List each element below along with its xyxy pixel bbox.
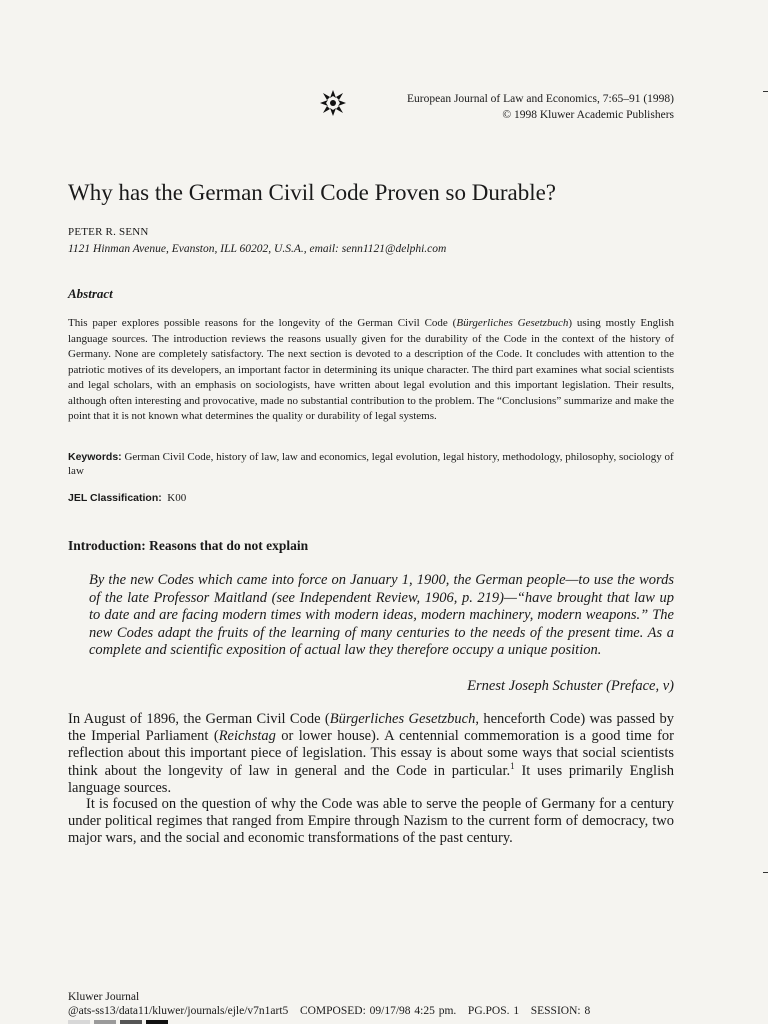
section-heading: Introduction: Reasons that do not explain: [68, 538, 309, 553]
footer-session: SESSION: 8: [530, 1005, 591, 1017]
footer-color-bar: [68, 1020, 178, 1024]
keywords-label: Keywords:: [68, 451, 122, 463]
copyright-line: © 1998 Kluwer Academic Publishers: [502, 109, 674, 121]
text-part: In August of 1896, the German Civil Code (: [68, 711, 330, 727]
text-part: , henceforth Code) was passed by the Imperial Parliament (: [68, 711, 675, 745]
journal-line: European Journal of Law and Economics, 7:65–91 (1998): [407, 93, 674, 105]
italic-term: Bürgerliches Gesetzbuch: [329, 711, 476, 727]
article-title: Why has the German Civil Code Proven so Durable?: [68, 180, 556, 205]
kluwer-publisher-logo-icon: [318, 88, 348, 118]
jel-classification: [68, 492, 186, 504]
abstract-text-part: This paper explores possible reasons for the longevity of the German Civil Code (: [68, 317, 457, 329]
abstract-text: [68, 316, 674, 425]
abstract-text-part: ) using mostly English language sources. The introduction reviews the reasons usually given for the durability of the Code in the context of the history of Germany. None are completely satisfactory. The next section is devoted to a description of the Code. It concludes with attention to the patriotic motives of its developers, an important factor in determining its unique character. The third part examines what social scientists and legal scholars, with an emphasis on sociologists, have written about legal evolution and this important legislation. Their results, although often interesting and provocative, made no substantial contribution to the problem. The “Conclusions” summarize and make the point that it is not known what determines the quality or durability of legal systems.: [68, 317, 675, 422]
footer-composed: COMPOSED: 09/17/98 4:25 pm.: [299, 1005, 457, 1017]
epigraph-quote: By the new Codes which came into force on January 1, 1900, the German people—to use the words of the late Professor Maitland (see Independent Review, 1906, p. 219)—“have brought that law up to date and are facing modern times with modern ideas, modern machinery, modern weapons.” The new Codes adapt the fruits of the learning of many centuries to the needs of the present time. As a complete and scientific exposition of actual law they therefore occupy a unique position.: [89, 572, 674, 658]
journal-citation: [356, 91, 674, 123]
abstract-heading: Abstract: [68, 286, 113, 301]
italic-term: Reichstag: [218, 728, 276, 745]
crop-mark: [763, 872, 768, 873]
body-paragraph: It is focused on the question of why the Code was able to serve the people of Germany for a century under political regimes that ranged from Empire through Nazism to the current form of democracy, two major wars, and the social and economic transformations of the past century.: [68, 796, 674, 847]
author-name: PETER R. SENN: [68, 226, 149, 238]
jel-value: K00: [167, 492, 187, 504]
footer-publisher: Kluwer Journal: [68, 991, 140, 1003]
jel-label: JEL Classification:: [68, 492, 162, 504]
footer-path: @ats-ss13/data11/kluwer/journals/ejle/v7n1art5: [68, 1005, 289, 1017]
text-part: It uses primarily English language sources.: [68, 762, 674, 796]
author-address: 1121 Hinman Avenue, Evanston, ILL 60202, U.S.A., email: senn1121@delphi.com: [68, 243, 447, 255]
footer-composition-info: [68, 1005, 590, 1017]
keywords: [68, 450, 674, 478]
crop-mark: [763, 91, 768, 92]
footer-pgpos: PG.POS. 1: [467, 1005, 520, 1017]
abstract-italic-term: Bürgerliches Gesetzbuch: [456, 317, 569, 329]
epigraph-attribution: Ernest Joseph Schuster (Preface, v): [467, 678, 674, 694]
keywords-text: German Civil Code, history of law, law and economics, legal evolution, legal history, methodology, philosophy, sociology of law: [68, 451, 674, 477]
body-paragraph: [68, 711, 674, 797]
text-part: or lower house). A centennial commemoration is a good time for reflection about this important piece of legislation. This essay is about some ways that social scientists think about the longevity of law in general and the Code in particular.: [68, 728, 674, 779]
footnote-ref[interactable]: 1: [510, 760, 515, 771]
